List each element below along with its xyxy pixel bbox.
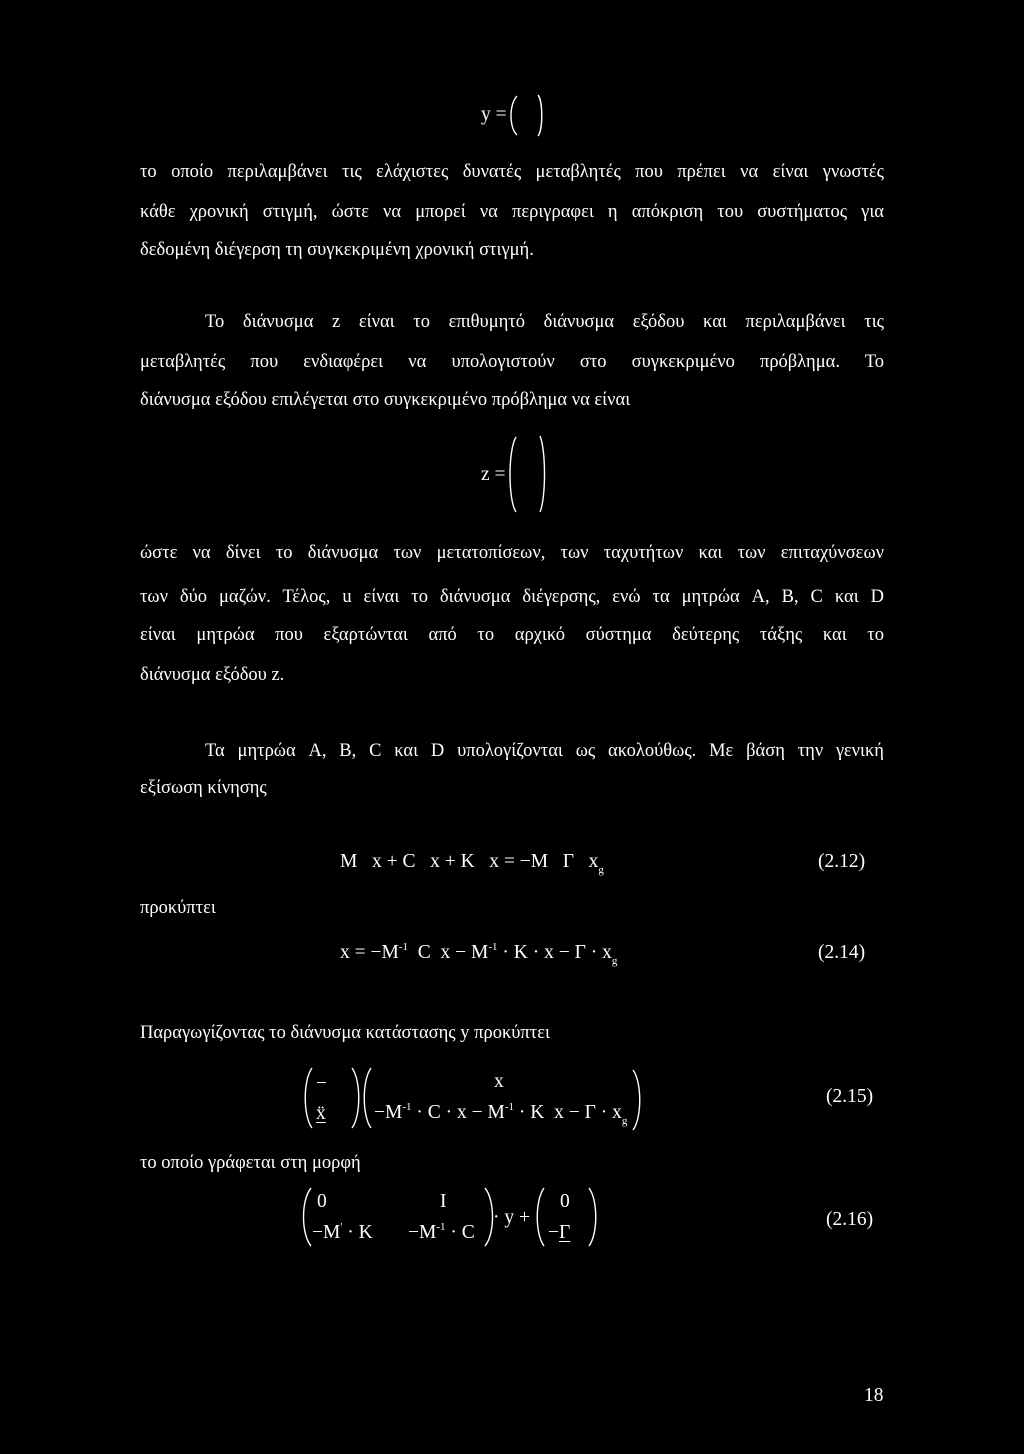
equation-2-15-lhs-bottom: ẍ — [316, 1103, 326, 1124]
output-vector-lhs: z = — [481, 464, 506, 485]
equation-2-14-subscript: g — [611, 955, 618, 967]
equation-2-15-rhs-part-1: −M — [374, 1102, 403, 1123]
z-vector-left-bracket — [510, 437, 516, 512]
equation-2-16-vector-bottom-sign: − — [548, 1222, 559, 1243]
equation-2-16-vector-bottom — [548, 1221, 570, 1245]
equation-2-14-sup-1: -1 — [398, 941, 409, 953]
page-number: 18 — [864, 1385, 884, 1406]
paragraph-4-line-2: εξίσωση κίνησης — [140, 778, 267, 798]
equation-2-12-subscript: g — [598, 864, 604, 876]
equation-2-14-label: (2.14) — [818, 942, 866, 963]
equation-2-14 — [340, 941, 617, 965]
paragraph-2-line-2: μεταβλητές που ενδιαφέρει να υπολογιστούν στο συγκεκριμένο πρόβλημα. Το — [140, 352, 884, 372]
eq216-matrix-right-bracket — [485, 1188, 493, 1246]
equation-2-16-r2c1-b: · K — [342, 1222, 373, 1243]
eq215-rhs-right-bracket — [633, 1070, 640, 1130]
paragraph-3-line-3: είναι μητρώα που εξαρτώνται από το αρχικό σύστημα δεύτερης τάξης και το — [140, 625, 884, 645]
equation-2-16-vector-bottom-symbol: Γ — [559, 1222, 571, 1243]
equation-2-15-label: (2.15) — [826, 1086, 874, 1107]
equation-2-12-expression: M x + C x + K x = −M Γ x — [340, 851, 599, 872]
equation-2-16-r2c1-a: −M — [312, 1222, 341, 1243]
text-differentiating: Παραγωγίζοντας το διάνυσμα κατάστασης y προκύπτει — [140, 1023, 550, 1043]
text-written-as: το οποίο γράφεται στη μορφή — [140, 1153, 361, 1173]
state-vector-lhs: y = — [481, 104, 507, 125]
paragraph-1-line-2: κάθε χρονική στιγμή, ώστε να μπορεί να περιγραφει η απόκριση του συστήματος για — [140, 202, 884, 222]
paragraph-2-line-3: διάνυσμα εξόδου επιλέγεται στο συγκεκριμένο πρόβλημα να είναι — [140, 390, 631, 410]
eq216-matrix-left-bracket — [304, 1188, 312, 1246]
equation-2-16-r2c2-sup: -1 — [436, 1221, 446, 1233]
equation-2-15-rhs-sup-2: -1 — [504, 1101, 515, 1113]
paragraph-4-line-1: Τα μητρώα A, B, C και D υπολογίζονται ως ακολούθως. Με βάση την γενική — [205, 741, 884, 761]
equation-2-15-rhs-top: x — [494, 1071, 504, 1092]
equation-2-15-lhs-top: − — [316, 1073, 327, 1094]
text-prokyptei: προκύπτει — [140, 898, 216, 918]
paragraph-1-line-3: δεδομένη διέγερση τη συγκεκριμένη χρονική στιγμή. — [140, 240, 534, 260]
equation-2-16-matrix-r1c1: 0 — [317, 1191, 327, 1212]
equation-2-16-matrix-r1c2: I — [440, 1191, 447, 1212]
equation-2-16-r2c2-a: −M — [408, 1222, 437, 1243]
paragraph-3-line-2: των δύο μαζών. Τέλος, u είναι το διάνυσμα διέγερσης, ενώ τα μητρώα A, B, C και D — [140, 587, 884, 607]
equation-2-16-operator: · y + — [493, 1207, 530, 1228]
equation-2-14-part-3: · K · x − Γ · x — [497, 942, 612, 963]
eq215-rhs-left-bracket — [364, 1068, 371, 1128]
paragraph-3-line-4: διάνυσμα εξόδου z. — [140, 665, 285, 685]
equation-2-16-matrix-r2c2 — [408, 1221, 475, 1245]
y-vector-left-bracket — [511, 96, 517, 135]
eq215-lhs-left-bracket — [305, 1068, 312, 1128]
equation-2-16-r2c2-b: · C — [445, 1222, 475, 1243]
eq215-lhs-right-bracket — [352, 1068, 359, 1128]
eq216-vector-right-bracket — [589, 1188, 596, 1246]
equation-2-15-rhs-subscript: g — [621, 1115, 628, 1127]
equation-2-16-matrix-r2c1 — [312, 1221, 373, 1245]
equation-2-12 — [340, 850, 604, 874]
equation-2-15-rhs-part-3: · K x − Γ · x — [514, 1102, 622, 1123]
z-vector-right-bracket — [540, 436, 545, 512]
equation-2-15-rhs-sup-1: -1 — [402, 1101, 412, 1113]
equation-2-16-label: (2.16) — [826, 1209, 874, 1230]
equation-2-16-vector-top: 0 — [560, 1191, 570, 1212]
equation-2-14-sup-2: -1 — [488, 941, 498, 953]
equation-2-15-rhs-bottom — [374, 1101, 627, 1125]
eq216-vector-left-bracket — [537, 1188, 544, 1246]
paragraph-1-line-1: το οποίο περιλαμβάνει τις ελάχιστες δυνατές μεταβλητές που πρέπει να είναι γνωστές — [140, 162, 884, 182]
equation-2-14-part-1: x = −M — [340, 942, 399, 963]
paragraph-3-line-1: ώστε να δίνει το διάνυσμα των μετατοπίσεων, των ταχυτήτων και των επιταχύνσεων — [140, 543, 884, 563]
equation-2-14-part-2: C x − M — [408, 942, 489, 963]
equation-2-12-label: (2.12) — [818, 851, 866, 872]
equation-2-16-r2c1-sup: ' — [340, 1221, 343, 1233]
paragraph-2-line-1: Το διάνυσμα z είναι το επιθυμητό διάνυσμα εξόδου και περιλαμβάνει τις — [205, 312, 884, 332]
y-vector-right-bracket — [538, 95, 542, 136]
equation-2-15-rhs-part-2: · C · x − M — [411, 1102, 505, 1123]
